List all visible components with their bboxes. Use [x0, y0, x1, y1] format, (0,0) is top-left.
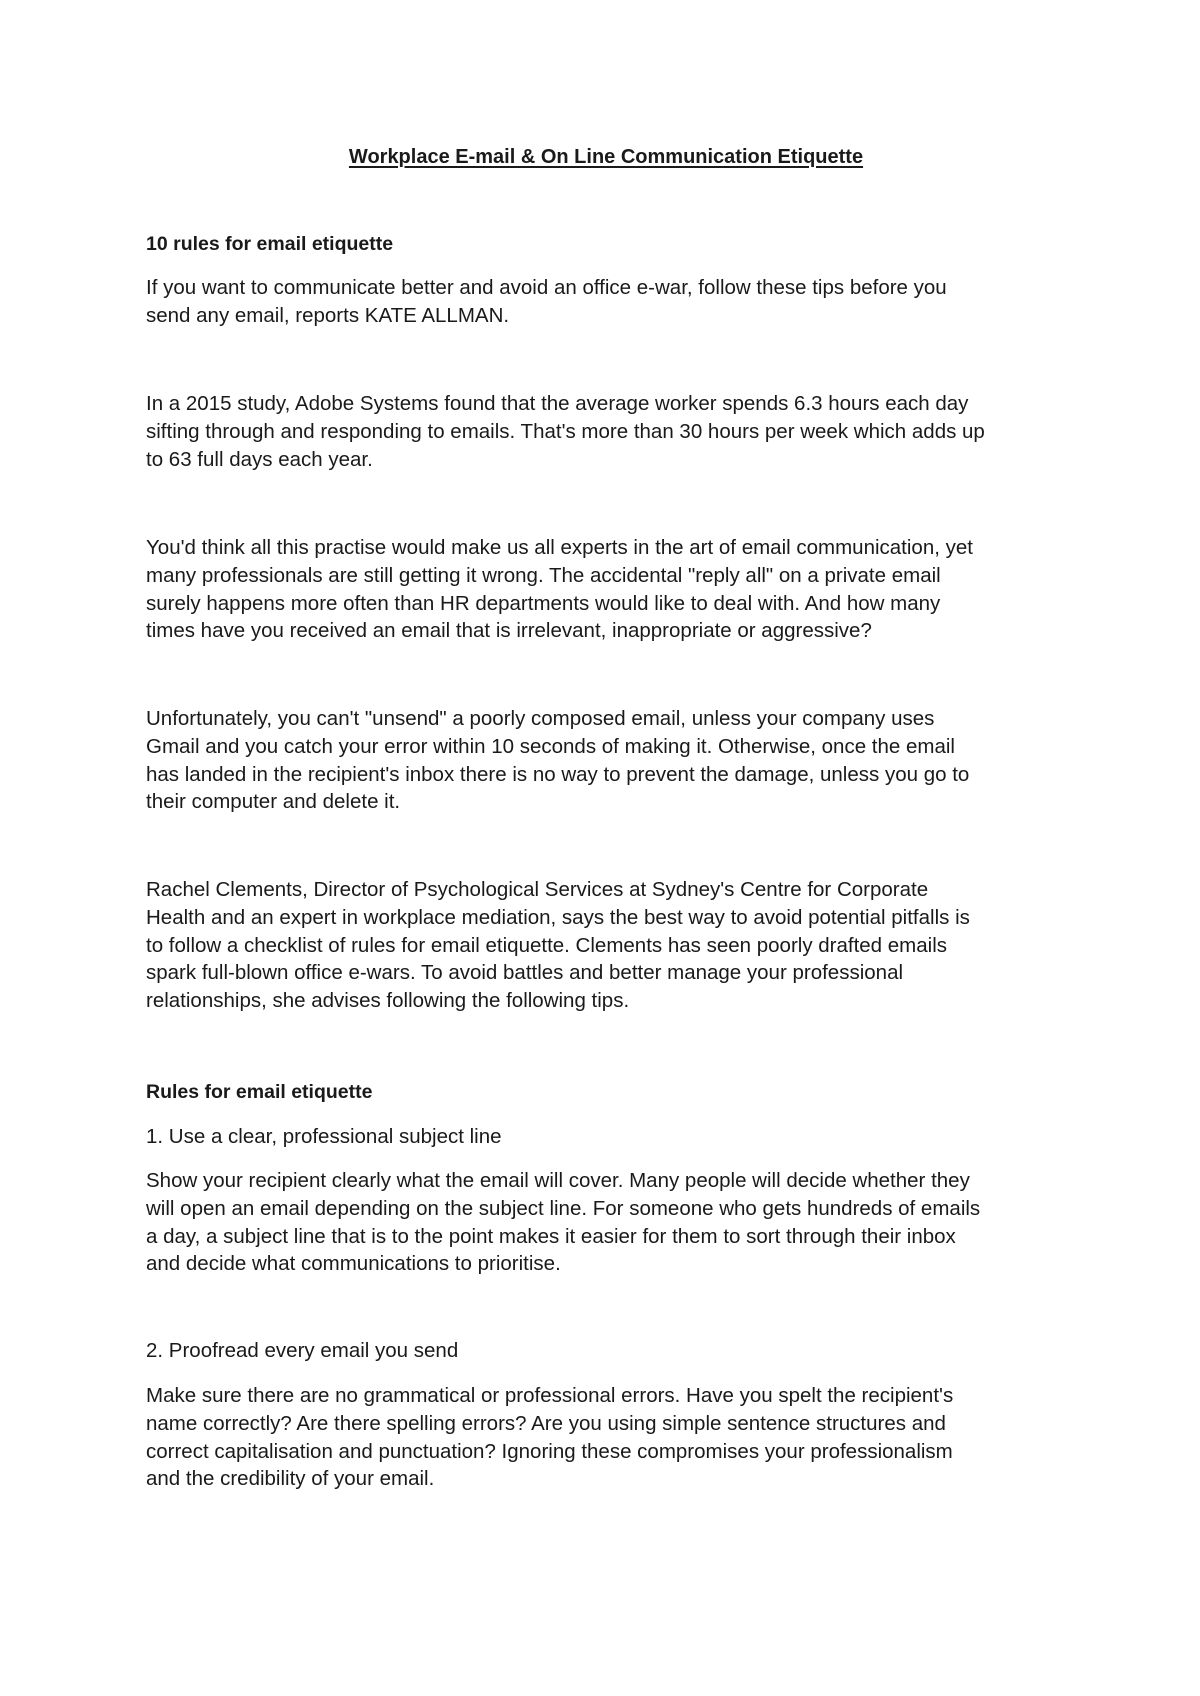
text-line: to 63 full days each year. — [146, 447, 373, 471]
text-line: In a 2015 study, Adobe Systems found that the average worker spends 6.3 hours each day — [146, 392, 969, 415]
text-line: Show your recipient clearly what the email will cover. Many people will decide whether they — [146, 1169, 970, 1192]
text-line: relationships, she advises following the following tips. — [146, 989, 630, 1013]
intro-paragraph — [146, 274, 1071, 330]
text-line: sifting through and responding to emails. That's more than 30 hours per week which adds up — [146, 419, 985, 443]
text-line: If you want to communicate better and avoid an office e-war, follow these tips before you — [146, 276, 947, 299]
text-line: spark full-blown office e-wars. To avoid battles and better manage your professional — [146, 961, 904, 985]
practise-paragraph — [146, 534, 1071, 645]
intro-heading: 10 rules for email etiquette — [146, 233, 394, 255]
text-line: send any email, reports KATE ALLMAN. — [146, 303, 510, 327]
text-line: name correctly? Are there spelling errors? Are you using simple sentence structures and — [146, 1411, 946, 1435]
rule-1-title: 1. Use a clear, professional subject line — [146, 1125, 502, 1148]
text-line: surely happens more often than HR departments would like to deal with. And how many — [146, 591, 941, 615]
rule-2-title: 2. Proofread every email you send — [146, 1339, 459, 1362]
study-paragraph — [146, 390, 1071, 473]
text-line: their computer and delete it. — [146, 790, 401, 814]
text-line: Health and an expert in workplace mediation, says the best way to avoid potential pitfalls is — [146, 905, 970, 929]
text-line: times have you received an email that is irrelevant, inappropriate or aggressive? — [146, 619, 872, 643]
rules-heading: Rules for email etiquette — [146, 1081, 373, 1103]
text-line: Make sure there are no grammatical or professional errors. Have you spelt the recipient's — [146, 1384, 954, 1407]
text-line: has landed in the recipient's inbox there is no way to prevent the damage, unless you go to — [146, 762, 970, 786]
text-line: a day, a subject line that is to the point makes it easier for them to sort through their inbox — [146, 1224, 956, 1248]
text-line: You'd think all this practise would make us all experts in the art of email communication, yet — [146, 536, 973, 559]
rule-1-body — [146, 1167, 1071, 1278]
text-line: and the credibility of your email. — [146, 1467, 435, 1491]
text-line: and decide what communications to prioritise. — [146, 1252, 561, 1276]
text-line: Rachel Clements, Director of Psychological Services at Sydney's Centre for Corporate — [146, 878, 929, 901]
unsend-paragraph — [146, 705, 1071, 816]
text-line: Unfortunately, you can't "unsend" a poorly composed email, unless your company uses — [146, 707, 935, 730]
text-line: to follow a checklist of rules for email etiquette. Clements has seen poorly drafted emails — [146, 933, 948, 957]
document-page — [146, 0, 1071, 1696]
document-title: Workplace E-mail & On Line Communication Etiquette — [348, 146, 864, 168]
text-line: will open an email depending on the subject line. For someone who gets hundreds of emails — [146, 1196, 981, 1220]
rule-2-body — [146, 1382, 1071, 1493]
text-line: Gmail and you catch your error within 10 seconds of making it. Otherwise, once the email — [146, 734, 955, 758]
clements-paragraph — [146, 876, 1071, 1015]
text-line: correct capitalisation and punctuation? Ignoring these compromises your professionalism — [146, 1439, 953, 1463]
text-line: many professionals are still getting it wrong. The accidental "reply all" on a private email — [146, 563, 941, 587]
